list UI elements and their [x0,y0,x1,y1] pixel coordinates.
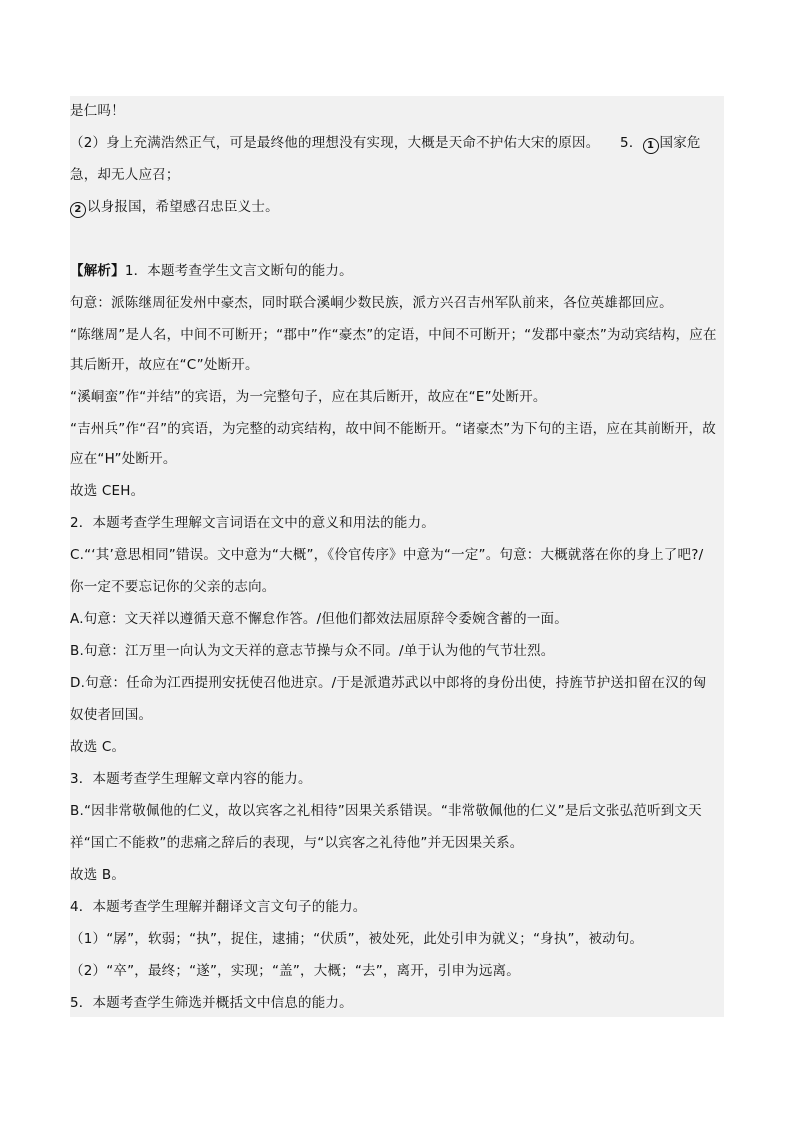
circled-number-2: 2 [70,202,86,218]
text-line-24: 祥“国亡不能救”的悲痛之辞后的表现，与“以宾客之礼待他”并无因果关系。 [70,835,524,851]
text-line-9: 其后断开，故应在“C”处断开。 [70,357,259,373]
text-line-28: （2）“卒”，最终；“遂”，实现；“盖”，大概；“去”，离开，引申为远离。 [70,963,520,979]
text-line-15: C.“‘其’意思相同”错误。文中意为“大概”，《伶官传序》中意为“一定”。句意：大概就落在你的身上了吧?/ [70,547,704,563]
text-line-6-main: 1．本题考查学生文言文断句的能力。 [124,263,353,279]
text-line-29: 5．本题考查学生筛选并概括文中信息的能力。 [70,995,353,1011]
text-line-8: “陈继周”是人名，中间不可断开；“郡中”作“豪杰”的定语，中间不可断开；“发郡中豪杰”为动宾结构，应在 [70,327,717,343]
text-line-10: “溪峒蛮”作“并结”的宾语，为一完整句子，应在其后断开，故应在“E”处断开。 [70,389,547,405]
text-line-23: B.“因非常敬佩他的仁义，故以宾客之礼相待”因果关系错误。“非常敬佩他的仁义”是后文张弘范听到文天 [70,803,702,819]
text-line-26: 4．本题考查学生理解并翻译文言文句子的能力。 [70,899,367,915]
text-line-18: B.句意：江万里一向认为文天祥的意志节操与众不同。/单于认为他的气节壮烈。 [70,643,555,659]
text-line-1: 是仁吗！ [70,103,125,119]
text-line-2-tail: 国家危 [659,135,701,151]
analysis-tag: 【解析】 [70,263,125,279]
answer-analysis-page [70,96,724,1017]
text-line-12: 应在“H”处断开。 [70,451,177,467]
text-line-13: 故选 CEH。 [70,483,145,499]
text-line-11: “吉州兵”作“召”的宾语，为完整的动宾结构，故中间不能断开。“诸豪杰”为下句的主语，应在其前断开，故 [70,421,716,437]
text-line-25: 故选 B。 [70,867,126,883]
text-line-4-main: 以身报国，希望感召忠臣义士。 [87,199,279,215]
text-line-19: D.句意：任命为江西提刑安抚使召他进京。/于是派遣苏武以中郎将的身份出使，持旌节护送扣留在汉的匈 [70,675,707,691]
circled-number-1: 1 [643,138,659,154]
text-line-2 [70,132,724,154]
text-line-6 [70,260,724,282]
text-line-14: 2．本题考查学生理解文言词语在文中的意义和用法的能力。 [70,515,435,531]
text-line-17: A.句意：文天祥以遵循天意不懈怠作答。/但他们都效法屈原辞令委婉含蓄的一面。 [70,611,568,627]
text-line-2-main: （2）身上充满浩然正气，可是最终他的理想没有实现，大概是天命不护佑大宋的原因。 5． [70,135,643,151]
text-line-22: 3．本题考查学生理解文章内容的能力。 [70,771,312,787]
text-line-20: 奴使者回国。 [70,707,153,723]
text-line-7: 句意：派陈继周征发州中豪杰，同时联合溪峒少数民族，派方兴召吉州军队前来，各位英雄都回应。 [70,295,673,311]
text-line-27: （1）“孱”，软弱；“执”，捉住，逮捕；“伏质”，被处死，此处引申为就义；“身执”，被动句。 [70,931,644,947]
text-line-21: 故选 C。 [70,739,126,755]
text-line-3: 急，却无人应召； [70,167,180,183]
text-line-16: 你一定不要忘记你的父亲的志向。 [70,579,276,595]
text-line-4 [70,196,724,218]
